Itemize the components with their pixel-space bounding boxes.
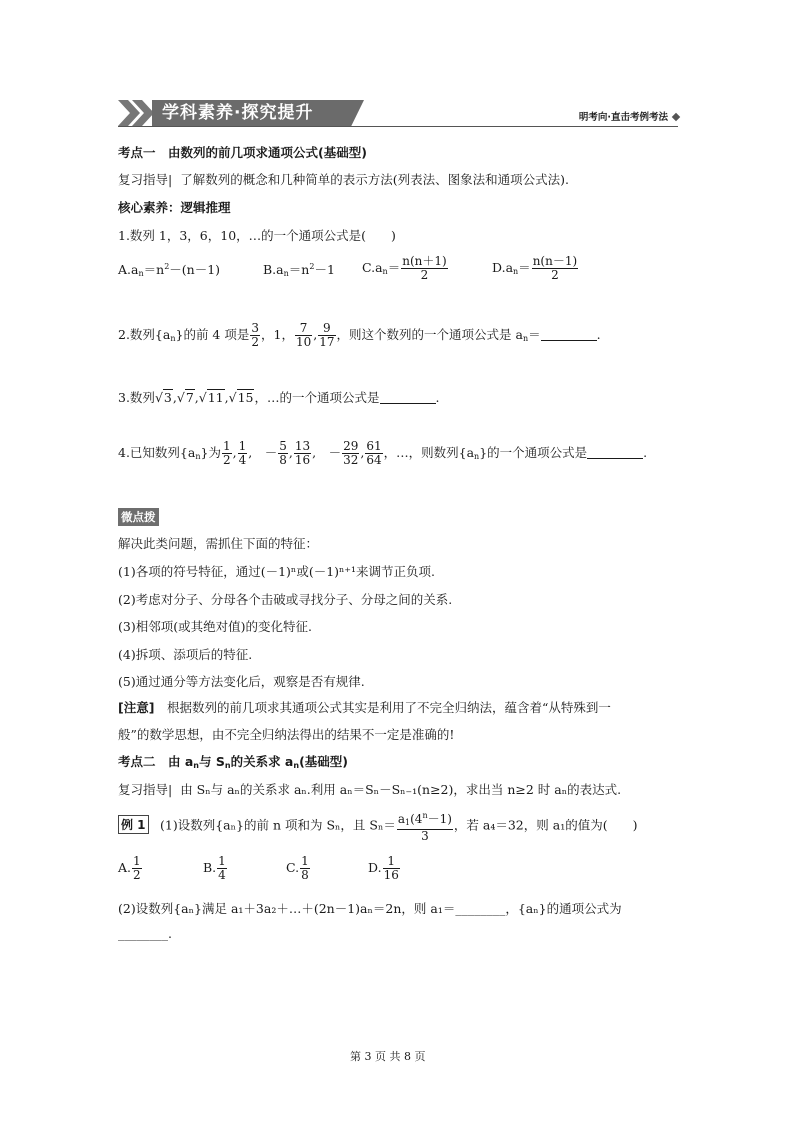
diamond-icon — [672, 113, 680, 121]
section2-guide: 复习指导| 由 Sₙ与 aₙ的关系求 aₙ.利用 aₙ＝Sₙ－Sₙ₋₁(n≥2)，求出当 n≥2 时 aₙ的表达式. — [118, 782, 622, 797]
example-part2-line1: (2)设数列{aₙ}满足 a₁＋3a₂＋…＋(2n－1)aₙ＝2n，则 a₁＝________，{aₙ}的通项公式为 — [118, 901, 622, 916]
header-right-text: 明考向·直击考例考法 — [578, 112, 668, 123]
tips-item: (4)拆项、添项后的特征. — [118, 647, 253, 662]
q1-option-a: $A.a_n=n^2-(n-1)$ — [118, 262, 221, 278]
guide-label: 复习指导 — [118, 782, 169, 797]
example-options — [118, 855, 448, 887]
example-option-b: B. $\frac{1}{4}$ — [203, 854, 226, 882]
q2: 2.数列$\{a_n\}$的前 4 项是 $\frac{3}{2}$ ，1， $\frac{7}{10}$ , $\frac{9}{17}$ ，则这个数列的一个通项公式是 $a_n=$ . — [118, 321, 601, 349]
example-tag: 例 1 — [118, 815, 149, 834]
guide-text: 了解数列的概念和几种简单的表示方法(列表法、图象法和通项公式法). — [180, 172, 569, 187]
tips-item: (5)通过通分等方法变化后，观察是否有规律. — [118, 674, 365, 689]
example-part1: (1)设数列{aₙ}的前 n 项和为 Sₙ，且 Sₙ＝ $\frac{a_1(4^n-1)}{3}$ ，若 a₄＝32，则 a₁的值为( ) — [160, 811, 638, 843]
q4-answer-blank[interactable] — [587, 446, 643, 459]
banner-title: 学科素养·探究提升 — [162, 103, 314, 123]
guide-text: 由 Sₙ与 aₙ的关系求 aₙ.利用 aₙ＝Sₙ－Sₙ₋₁(n≥2)，求出当 n≥2 时 aₙ的表达式. — [180, 782, 622, 797]
tips-item: (2)考虑对分子、分母各个击破或寻找分子、分母之间的关系. — [118, 592, 453, 607]
q3: 3.数列√3,√7,√11,√15，…的一个通项公式是 . — [118, 390, 440, 405]
guide-label: 复习指导 — [118, 172, 169, 187]
q2-answer-blank[interactable] — [541, 328, 597, 341]
tips-intro: 解决此类问题，需抓住下面的特征： — [118, 536, 319, 551]
tips-item: (3)相邻项(或其绝对值)的变化特征. — [118, 619, 312, 634]
q1-options — [118, 255, 588, 289]
section1-guide: 复习指导| 了解数列的概念和几种简单的表示方法(列表法、图象法和通项公式法). — [118, 172, 569, 187]
section-banner — [118, 98, 368, 128]
note-line2: 般”的数学思想，由不完全归纳法得出的结果不一定是准确的! — [118, 727, 455, 742]
q1-option-c: $C.a_n=$ $\frac{n(n+1)}{2}$ — [362, 254, 447, 282]
note-label: [注意] — [118, 700, 155, 715]
q1-option-d: $D.a_n=$ $\frac{n(n-1)}{2}$ — [492, 254, 578, 282]
example-part2-line2: ________. — [118, 926, 172, 941]
note-line1: [注意] 根据数列的前几项求其通项公式其实是利用了不完全归纳法，蕴含着“从特殊到一 — [118, 700, 611, 715]
section2-title: 考点二 由 $a_n$与 $S_n$的关系求 $a_n$(基础型) — [118, 754, 348, 770]
tips-item: (1)各项的符号特征，通过(－1)ⁿ或(－1)ⁿ⁺¹来调节正负项. — [118, 564, 436, 579]
section1-title: 考点一 由数列的前几项求通项公式(基础型) — [118, 145, 367, 160]
core-literacy: 核心素养：逻辑推理 — [118, 200, 231, 215]
q1-stem: 1.数列 1，3，6，10，…的一个通项公式是( ) — [118, 228, 396, 243]
q3-answer-blank[interactable] — [380, 391, 436, 404]
header-rule — [118, 126, 678, 127]
example-option-c: C. $\frac{1}{8}$ — [286, 854, 309, 882]
example-option-d: D. $\frac{1}{16}$ — [368, 854, 399, 882]
q1-option-b: $B.a_n=n^2-1$ — [263, 262, 335, 278]
example-option-a: A. $\frac{1}{2}$ — [118, 854, 141, 882]
q4: 4.已知数列$\{a_n\}$为 $\frac{1}{2}$ , $\frac{1}{4}$ , － $\frac{5}{8}$ , $\frac{13}{16}$ , － $\frac{29}{32}$ , $\frac{61}{64}$ ，…，则数列$\{a_n\}$的一个通项公式是 . — [118, 439, 648, 467]
page-footer: 第 3 页 共 8 页 — [350, 1050, 426, 1063]
tips-tag: 微点拨 — [118, 508, 159, 526]
